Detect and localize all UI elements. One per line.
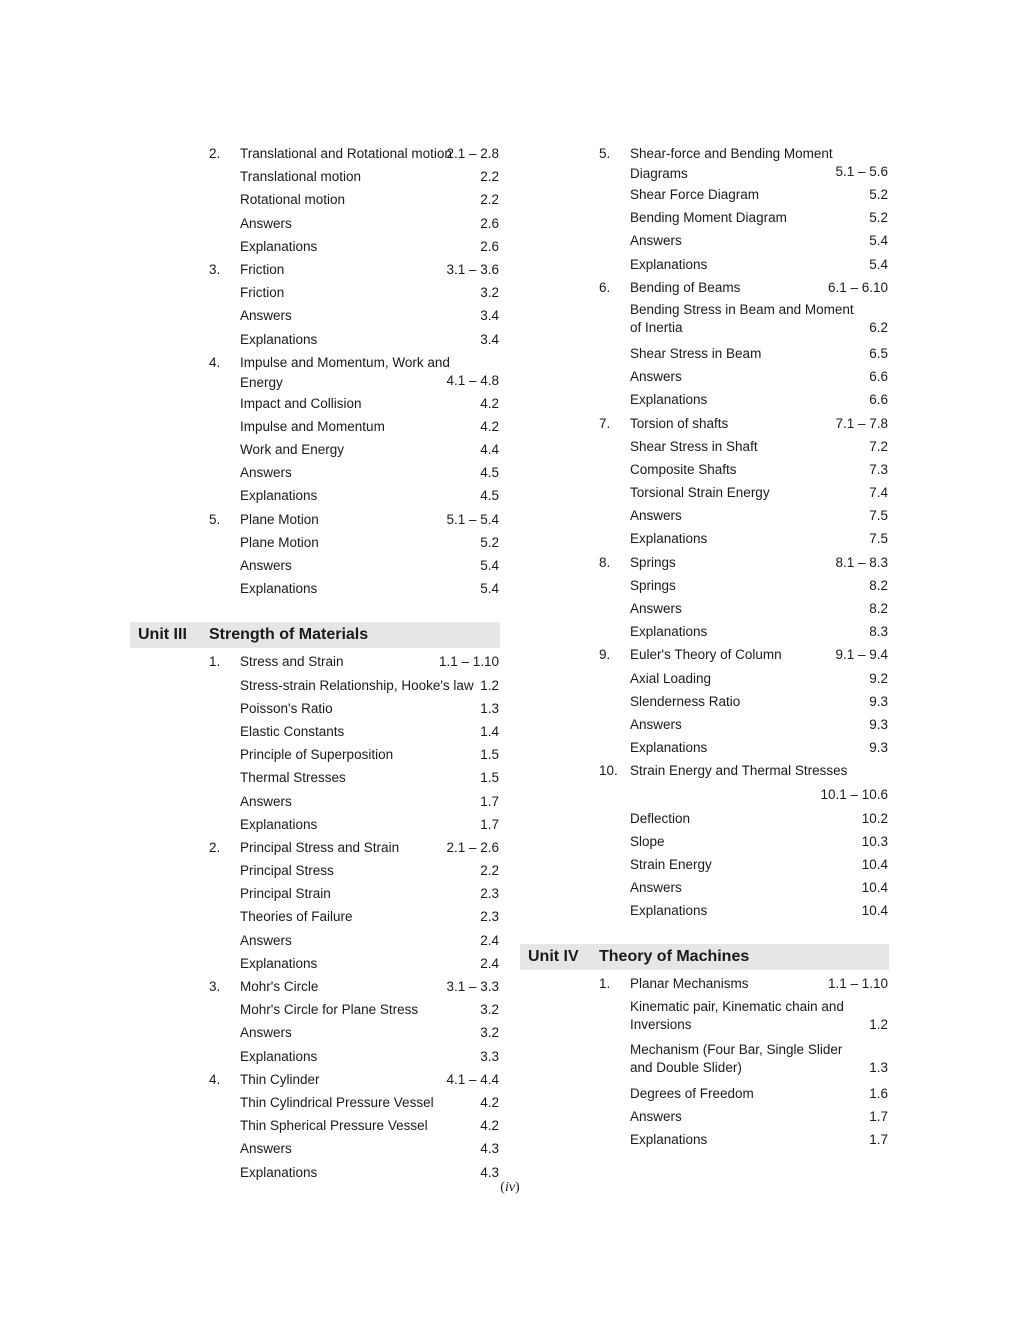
chapter-number: 1. (209, 654, 221, 670)
topic-entry (130, 579, 500, 602)
chapter-entry (130, 260, 500, 283)
topic-entry (130, 699, 500, 722)
topic-page: 6.6 (869, 369, 888, 385)
topic-page: 2.6 (480, 215, 499, 231)
topic-entry (520, 1130, 889, 1153)
chapter-number: 3. (209, 979, 221, 994)
topic-page: 1.5 (480, 747, 499, 763)
topic-page: 5.2 (480, 534, 499, 550)
chapter-title: Strain Energy and Thermal Stresses (630, 763, 848, 779)
topic-page: 9.3 (869, 693, 888, 709)
topic-title: Strain Energy (630, 856, 712, 872)
chapter-title: Euler's Theory of Column (630, 647, 782, 663)
topic-entry (520, 344, 889, 367)
topic-entry (130, 214, 500, 237)
topic-title: Explanations (240, 816, 318, 832)
topic-title: Explanations (630, 1132, 708, 1147)
chapter-page-range: 8.1 – 8.3 (835, 554, 888, 570)
topic-title: Explanations (240, 1164, 318, 1180)
topic-page: 5.4 (480, 558, 499, 573)
topic-entry (520, 437, 889, 460)
topic-page: 7.3 (869, 461, 888, 477)
chapter-page-range: 3.1 – 3.3 (446, 979, 499, 994)
topic-page: 9.2 (869, 670, 888, 686)
topic-title: Degrees of Freedom (630, 1085, 754, 1101)
topic-entry (130, 190, 500, 213)
topic-page: 10.4 (861, 903, 888, 919)
chapter-page-range: 1.1 – 1.10 (438, 654, 499, 670)
topic-page: 6.6 (869, 392, 888, 408)
topic-page: 1.7 (869, 1108, 888, 1124)
topic-page: 3.4 (480, 331, 499, 347)
topic-entry (130, 954, 500, 977)
topic-title: Composite Shafts (630, 461, 737, 477)
topic-page: 10.3 (861, 833, 888, 849)
topic-entry (130, 861, 500, 884)
topic-page: 9.3 (869, 740, 888, 756)
chapter-entry (130, 510, 500, 533)
topic-title: Explanations (240, 488, 318, 504)
chapter-number: 1. (599, 976, 611, 992)
topic-title: Slope (630, 833, 665, 849)
unit-title: Theory of Machines (599, 948, 750, 966)
topic-title: Answers (240, 1141, 292, 1157)
topic-title: Principal Strain (240, 886, 331, 902)
chapter-page-range: 5.1 – 5.6 (835, 164, 888, 179)
topic-title: Answers (240, 465, 292, 481)
topic-title: Answers (630, 369, 682, 385)
topic-entry (520, 855, 889, 878)
topic-page: 3.3 (480, 1048, 499, 1064)
chapter-entry (130, 1070, 500, 1093)
topic-page: 10.4 (861, 856, 888, 872)
topic-entry (130, 417, 500, 440)
chapter-page-range: 9.1 – 9.4 (835, 647, 888, 663)
topic-entry (130, 1047, 500, 1070)
chapter-number: 9. (599, 647, 611, 663)
topic-title: Answers (240, 558, 292, 573)
topic-title: Explanations (630, 256, 708, 272)
topic-entry (130, 1023, 500, 1046)
chapter-title: Impulse and Momentum, Work and Energy (240, 354, 450, 390)
topic-title: Thin Cylindrical Pressure Vessel (240, 1094, 434, 1110)
topic-entry (520, 998, 889, 1041)
topic-entry (520, 483, 889, 506)
topic-entry (130, 533, 500, 556)
topic-page: 8.2 (869, 577, 888, 593)
topic-page: 8.3 (869, 624, 888, 640)
topic-page: 5.4 (869, 233, 888, 249)
unit-label: Unit III (138, 626, 187, 644)
chapter-entry (520, 414, 889, 437)
topic-page: 5.4 (480, 581, 499, 597)
topic-page: 2.2 (480, 169, 499, 185)
topic-entry (520, 901, 889, 924)
topic-entry (520, 576, 889, 599)
topic-page: 6.2 (869, 320, 888, 336)
topic-page: 1.7 (869, 1132, 888, 1147)
chapter-number: 4. (209, 354, 221, 370)
topic-page: 3.2 (480, 1025, 499, 1041)
chapter-page-range: 10.1 – 10.6 (820, 786, 888, 802)
topic-page: 10.4 (861, 880, 888, 896)
topic-title: Explanations (240, 1048, 318, 1064)
topic-entry (130, 463, 500, 486)
topic-entry (130, 815, 500, 838)
topic-entry (130, 1000, 500, 1023)
chapter-number: 5. (599, 146, 611, 161)
topic-title: Answers (630, 716, 682, 732)
topic-entry (520, 738, 889, 761)
topic-page: 3.2 (480, 1002, 499, 1018)
page-number-roman: iv (504, 1180, 516, 1195)
topic-entry (520, 255, 889, 278)
chapter-title: Thin Cylinder (240, 1071, 320, 1087)
chapter-number: 10. (599, 763, 618, 779)
chapter-page-range: 6.1 – 6.10 (827, 279, 888, 295)
topic-page: 5.4 (869, 256, 888, 272)
chapter-title: Plane Motion (240, 511, 319, 527)
chapter-number: 7. (599, 415, 611, 431)
topic-page: 7.2 (869, 438, 888, 454)
chapter-number: 5. (209, 511, 221, 527)
topic-entry (130, 722, 500, 745)
topic-title: Impulse and Momentum (240, 418, 385, 434)
topic-title: Impact and Collision (240, 395, 362, 411)
topic-page: 8.2 (869, 601, 888, 616)
topic-page: 4.3 (480, 1141, 499, 1157)
topic-title: Springs (630, 577, 676, 593)
topic-entry (520, 692, 889, 715)
topic-title: Elastic Constants (240, 723, 345, 739)
topic-title: Principle of Superposition (240, 747, 394, 763)
topic-title: Friction (240, 285, 285, 301)
topic-page: 10.2 (861, 810, 888, 826)
topic-title: Explanations (630, 903, 708, 919)
chapter-number: 6. (599, 279, 611, 295)
topic-entry (520, 1041, 889, 1084)
topic-title: Kinematic pair, Kinematic chain and Inversions (630, 998, 844, 1033)
chapter-title: Planar Mechanisms (630, 976, 749, 992)
chapter-entry (520, 974, 889, 997)
chapter-page-range: 7.1 – 7.8 (835, 415, 888, 431)
chapter-page-range: 5.1 – 5.4 (446, 511, 499, 527)
unit-label: Unit IV (528, 948, 579, 966)
topic-entry (520, 878, 889, 901)
topic-page: 3.2 (480, 285, 499, 301)
topic-title: Answers (240, 308, 292, 324)
topic-title: Bending Stress in Beam and Moment of Inertia (630, 301, 854, 336)
topic-page: 5.2 (869, 210, 888, 226)
topic-entry (130, 330, 500, 353)
topic-entry (520, 599, 889, 622)
chapter-entry (130, 144, 500, 167)
topic-title: Explanations (240, 955, 318, 971)
topic-title: Thin Spherical Pressure Vessel (240, 1118, 428, 1134)
topic-title: Plane Motion (240, 534, 319, 550)
chapter-title: Principal Stress and Strain (240, 839, 400, 855)
chapter-page-range: 2.1 – 2.8 (446, 146, 499, 161)
topic-page: 2.6 (480, 238, 499, 254)
left-column (130, 144, 500, 1186)
topic-page: 4.2 (480, 1118, 499, 1134)
contents-block (520, 144, 889, 924)
chapter-title: Shear-force and Bending Moment Diagrams (630, 146, 833, 181)
page-number: (iv) (500, 1180, 520, 1195)
topic-page: 1.2 (480, 677, 499, 693)
topic-page: 2.3 (480, 909, 499, 925)
topic-entry (520, 460, 889, 483)
topic-page: 5.2 (869, 187, 888, 202)
topic-entry (520, 208, 889, 231)
topic-page: 1.2 (869, 1017, 888, 1033)
chapter-page-range: 2.1 – 2.6 (446, 839, 499, 855)
topic-page: 4.2 (480, 1094, 499, 1110)
topic-entry (130, 1093, 500, 1116)
topic-entry (130, 486, 500, 509)
topic-title: Shear Stress in Beam (630, 345, 762, 361)
topic-entry (520, 1084, 889, 1107)
topic-entry (130, 440, 500, 463)
topic-entry (520, 715, 889, 738)
topic-page: 7.5 (869, 508, 888, 524)
topic-title: Slenderness Ratio (630, 693, 741, 709)
topic-entry (520, 832, 889, 855)
chapter-entry (130, 977, 500, 1000)
topic-title: Answers (240, 932, 292, 948)
topic-page: 1.4 (480, 723, 499, 739)
topic-page: 7.5 (869, 531, 888, 547)
topic-title: Thermal Stresses (240, 770, 346, 786)
topic-entry (520, 669, 889, 692)
topic-title: Stress-strain Relationship, Hooke's law (240, 677, 474, 693)
topic-entry (520, 1107, 889, 1130)
topic-title: Poisson's Ratio (240, 700, 333, 716)
topic-title: Explanations (630, 392, 708, 408)
topic-page: 4.2 (480, 395, 499, 411)
topic-page: 1.5 (480, 770, 499, 786)
contents-block (130, 652, 500, 1185)
topic-page: 2.4 (480, 955, 499, 971)
topic-entry (130, 167, 500, 190)
topic-entry (130, 745, 500, 768)
topic-page: 4.5 (480, 465, 499, 481)
topic-page: 6.5 (869, 345, 888, 361)
topic-entry (130, 931, 500, 954)
topic-title: Bending Moment Diagram (630, 210, 787, 226)
topic-page: 2.4 (480, 932, 499, 948)
chapter-title: Torsion of shafts (630, 415, 729, 431)
contents-block (130, 144, 500, 602)
topic-page: 3.4 (480, 308, 499, 324)
topic-page: 4.2 (480, 418, 499, 434)
topic-entry (520, 390, 889, 413)
topic-title: Translational motion (240, 169, 362, 185)
chapter-title: Translational and Rotational motion (240, 146, 452, 161)
topic-title: Explanations (630, 624, 708, 640)
chapter-entry (130, 652, 500, 675)
chapter-entry (520, 278, 889, 301)
chapter-page-range: 1.1 – 1.10 (827, 976, 888, 992)
topic-page: 4.3 (480, 1164, 499, 1180)
topic-title: Work and Energy (240, 442, 345, 458)
topic-title: Answers (630, 601, 682, 616)
topic-title: Answers (630, 1108, 682, 1124)
topic-title: Explanations (240, 331, 318, 347)
chapter-title: Friction (240, 261, 285, 277)
topic-title: Shear Force Diagram (630, 187, 760, 202)
topic-page: 4.5 (480, 488, 499, 504)
topic-entry (520, 529, 889, 552)
topic-page: 2.2 (480, 192, 499, 208)
topic-entry (130, 1139, 500, 1162)
topic-title: Axial Loading (630, 670, 712, 686)
topic-title: Explanations (240, 238, 318, 254)
topic-entry (130, 306, 500, 329)
topic-entry (130, 283, 500, 306)
unit-title: Strength of Materials (209, 626, 369, 644)
topic-page: 1.6 (869, 1085, 888, 1101)
topic-entry (130, 1116, 500, 1139)
topic-page: 1.3 (869, 1060, 888, 1076)
topic-page: 1.7 (480, 816, 499, 832)
topic-title: Mohr's Circle for Plane Stress (240, 1002, 419, 1018)
chapter-number: 3. (209, 261, 221, 277)
topic-title: Explanations (630, 740, 708, 756)
topic-title: Torsional Strain Energy (630, 485, 770, 501)
topic-page: 7.4 (869, 485, 888, 501)
chapter-entry (520, 553, 889, 576)
topic-entry (520, 809, 889, 832)
topic-page: 4.4 (480, 442, 499, 458)
chapter-page-range: 3.1 – 3.6 (446, 261, 499, 277)
chapter-entry (520, 144, 889, 185)
topic-page: 1.7 (480, 793, 499, 809)
right-column (520, 144, 889, 1153)
unit-header (130, 622, 500, 648)
chapter-number: 2. (209, 839, 221, 855)
topic-entry (130, 792, 500, 815)
topic-title: Explanations (240, 581, 318, 597)
topic-title: Answers (240, 793, 292, 809)
topic-entry (130, 884, 500, 907)
topic-title: Answers (630, 508, 682, 524)
chapter-number: 2. (209, 146, 221, 161)
topic-page: 2.3 (480, 886, 499, 902)
chapter-title: Bending of Beams (630, 279, 741, 295)
chapter-page-range: 4.1 – 4.4 (446, 1071, 499, 1087)
topic-entry (520, 506, 889, 529)
topic-page: 1.3 (480, 700, 499, 716)
topic-title: Explanations (630, 531, 708, 547)
topic-title: Answers (630, 880, 682, 896)
topic-entry (130, 394, 500, 417)
chapter-title: Mohr's Circle (240, 979, 319, 994)
unit-header (520, 944, 889, 970)
topic-title: Mechanism (Four Bar, Single Slider and Double Slider) (630, 1041, 843, 1076)
topic-entry (520, 185, 889, 208)
topic-entry (520, 367, 889, 390)
topic-title: Deflection (630, 810, 691, 826)
topic-title: Answers (630, 233, 682, 249)
topic-page: 9.3 (869, 716, 888, 732)
topic-entry (130, 237, 500, 260)
chapter-number: 4. (209, 1071, 221, 1087)
topic-entry (520, 622, 889, 645)
chapter-title: Springs (630, 554, 676, 570)
topic-title: Rotational motion (240, 192, 346, 208)
chapter-title: Stress and Strain (240, 654, 344, 670)
chapter-number: 8. (599, 554, 611, 570)
chapter-page-range: 4.1 – 4.8 (446, 372, 499, 388)
topic-title: Principal Stress (240, 863, 334, 879)
topic-entry (520, 301, 889, 344)
topic-page: 2.2 (480, 863, 499, 879)
topic-title: Shear Stress in Shaft (630, 438, 758, 454)
topic-entry (130, 556, 500, 579)
contents-block (520, 974, 889, 1153)
chapter-entry (130, 353, 500, 394)
topic-entry (130, 907, 500, 930)
chapter-entry (520, 645, 889, 668)
topic-entry (130, 768, 500, 791)
topic-title: Answers (240, 215, 292, 231)
chapter-entry (520, 761, 889, 784)
chapter-page-range-row (520, 785, 889, 809)
topic-title: Answers (240, 1025, 292, 1041)
topic-entry (130, 676, 500, 699)
chapter-entry (130, 838, 500, 861)
topic-title: Theories of Failure (240, 909, 353, 925)
topic-entry (520, 231, 889, 254)
